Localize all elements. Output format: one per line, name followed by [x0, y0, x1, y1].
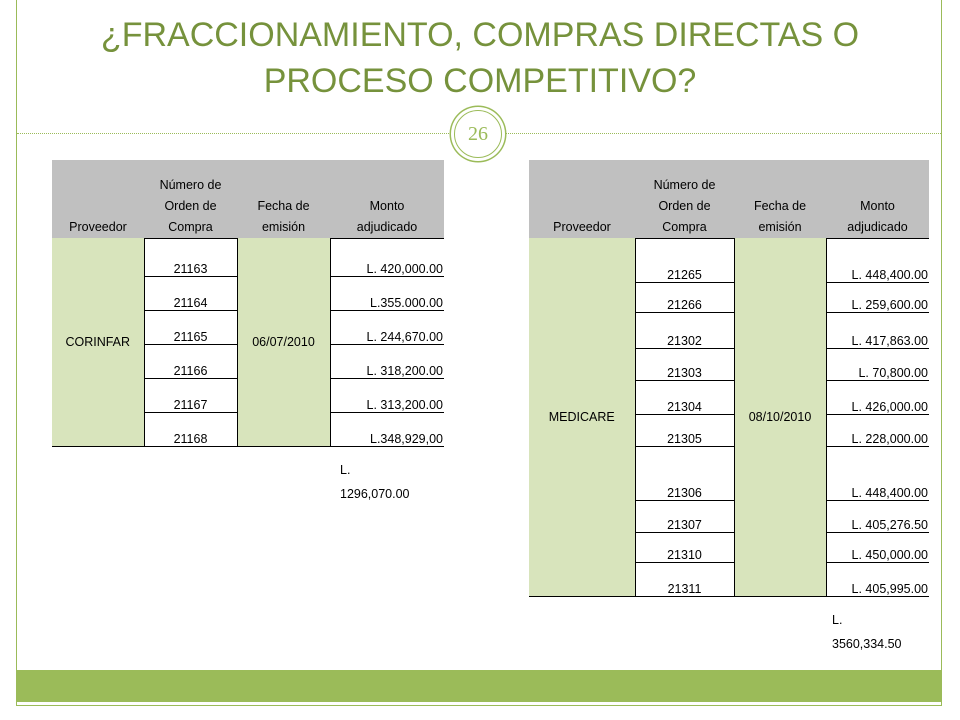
monto-cell: L. 244,670.00	[330, 310, 444, 344]
total-corinfar-line1: L.	[340, 463, 351, 477]
table-corinfar	[52, 160, 444, 447]
proveedor-cell: MEDICARE	[529, 238, 635, 596]
header-monto-line1: Monto	[860, 198, 895, 213]
monto-cell: L.355.000.00	[330, 276, 444, 310]
monto-cell: L. 313,200.00	[330, 378, 444, 412]
orden-cell: 21163	[144, 238, 237, 276]
table-header-row	[529, 160, 929, 238]
orden-cell: 21265	[635, 238, 734, 282]
table-row	[52, 238, 444, 276]
monto-cell: L. 426,000.00	[826, 380, 929, 414]
fecha-cell: 08/10/2010	[734, 238, 826, 596]
monto-cell: L. 420,000.00	[330, 238, 444, 276]
header-fecha-line2: emisión	[758, 220, 802, 234]
monto-cell: L. 405,995.00	[826, 562, 929, 596]
monto-cell: L. 70,800.00	[826, 348, 929, 380]
orden-cell: 21165	[144, 310, 237, 344]
total-medicare-line1: L.	[832, 613, 843, 627]
monto-cell: L. 448,400.00	[826, 238, 929, 282]
monto-cell: L. 448,400.00	[826, 446, 929, 500]
header-fecha-line1: Fecha de	[257, 199, 310, 213]
header-orden-line1: Número de	[159, 177, 222, 192]
header-monto	[330, 160, 444, 238]
header-monto-line1: Monto	[369, 198, 405, 213]
header-orden-line1: Número de	[653, 177, 716, 192]
header-monto	[826, 160, 929, 238]
slide-number: 26	[454, 110, 502, 158]
proveedor-cell: CORINFAR	[52, 238, 144, 446]
monto-cell: L. 405,276.50	[826, 500, 929, 532]
total-corinfar-line2: 1296,070.00	[340, 487, 410, 501]
header-proveedor: Proveedor	[529, 160, 635, 238]
header-proveedor: Proveedor	[52, 160, 144, 238]
total-medicare-line2: 3560,334.50	[832, 637, 902, 651]
header-monto-line2: adjudicado	[356, 219, 418, 234]
footer-bar	[17, 670, 941, 702]
header-orden	[635, 160, 734, 238]
header-fecha-line1: Fecha de	[753, 199, 807, 213]
orden-cell: 21303	[635, 348, 734, 380]
header-orden-line3: Compra	[662, 219, 707, 234]
orden-cell: 21167	[144, 378, 237, 412]
monto-cell: L. 417,863.00	[826, 312, 929, 348]
orden-cell: 21305	[635, 414, 734, 446]
orden-cell: 21164	[144, 276, 237, 310]
orden-cell: 21310	[635, 532, 734, 562]
header-orden	[144, 160, 237, 238]
header-orden-line2: Orden de	[164, 198, 217, 213]
monto-cell: L.348,929,00	[330, 412, 444, 446]
header-orden-line2: Orden de	[658, 198, 711, 213]
orden-cell: 21166	[144, 344, 237, 378]
monto-cell: L. 259,600.00	[826, 282, 929, 312]
orden-cell: 21311	[635, 562, 734, 596]
fecha-cell: 06/07/2010	[237, 238, 330, 446]
orden-cell: 21306	[635, 446, 734, 500]
header-fecha	[237, 160, 330, 238]
total-medicare	[832, 608, 902, 656]
table-header-row	[52, 160, 444, 238]
monto-cell: L. 450,000.00	[826, 532, 929, 562]
header-monto-line2: adjudicado	[847, 219, 908, 234]
table-medicare	[529, 160, 929, 597]
header-fecha-line2: emisión	[261, 220, 306, 234]
header-orden-line3: Compra	[168, 219, 213, 234]
orden-cell: 21304	[635, 380, 734, 414]
table-row	[529, 238, 929, 282]
total-corinfar	[340, 458, 410, 506]
monto-cell: L. 318,200.00	[330, 344, 444, 378]
orden-cell: 21168	[144, 412, 237, 446]
monto-cell: L. 228,000.00	[826, 414, 929, 446]
slide-title: ¿FRACCIONAMIENTO, COMPRAS DIRECTAS O PROCESO COMPETITIVO?	[100, 16, 860, 100]
orden-cell: 21307	[635, 500, 734, 532]
orden-cell: 21266	[635, 282, 734, 312]
header-fecha	[734, 160, 826, 238]
orden-cell: 21302	[635, 312, 734, 348]
